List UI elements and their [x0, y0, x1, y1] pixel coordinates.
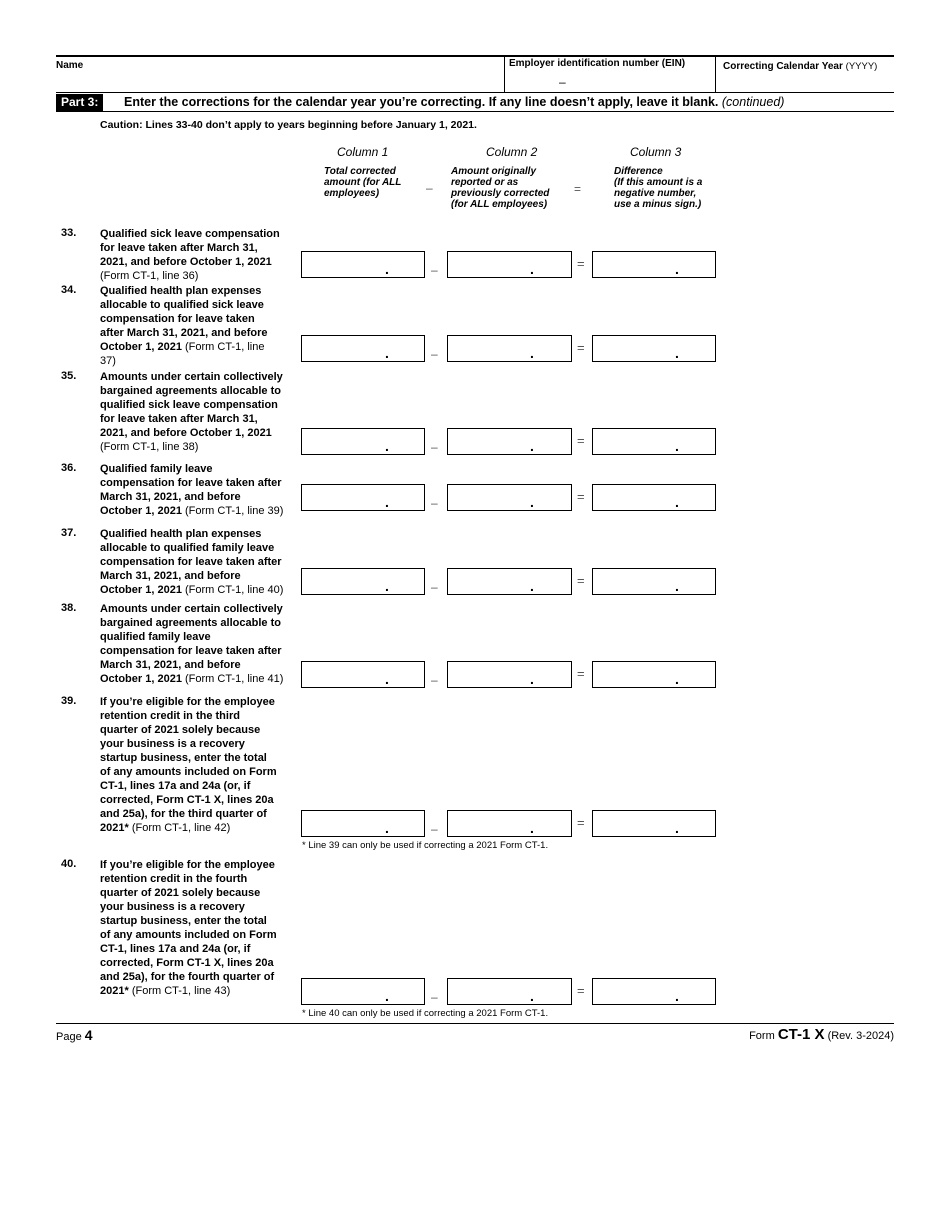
line-description-bold: CT-1, lines 17a and 24a (or, if: [100, 943, 251, 955]
decimal-point: .: [675, 671, 679, 687]
decimal-point: .: [385, 261, 389, 277]
minus-operator: –: [431, 440, 438, 454]
line-description-row: [100, 858, 302, 872]
decimal-point: .: [675, 261, 679, 277]
line-description: [100, 284, 302, 368]
header-divider-1: [504, 57, 505, 93]
line-description-bold: 2021*: [100, 985, 129, 997]
line-description-bold: startup business, enter the total: [100, 915, 267, 927]
line-description-bold: allocable to qualified family leave: [100, 542, 275, 554]
equals-operator: =: [577, 573, 585, 588]
line-description-row: [100, 709, 302, 723]
line-description-row: [100, 340, 302, 354]
line-description-row: [100, 672, 302, 686]
top-rule: [56, 55, 894, 57]
line-description-row: [100, 569, 302, 583]
column-3-desc-line: (If this amount is a: [614, 177, 703, 188]
line-description-row: [100, 970, 302, 984]
amount-field-column-1[interactable]: [301, 661, 425, 688]
line-description-bold: compensation for leave taken after: [100, 556, 282, 568]
line-description-bold: of any amounts included on Form: [100, 929, 277, 941]
line-description-bold: quarter of 2021 solely because: [100, 887, 261, 899]
line-description: [100, 695, 302, 835]
form-prefix: Form: [749, 1030, 775, 1042]
line-description-bold: your business is a recovery: [100, 901, 245, 913]
amount-field-column-3[interactable]: [592, 978, 716, 1005]
line-description-row: [100, 886, 302, 900]
amount-field-column-2[interactable]: [447, 484, 572, 511]
column-2-desc-line: (for ALL employees): [451, 199, 548, 210]
footer-rule: [56, 1023, 894, 1024]
line-description-row: [100, 284, 302, 298]
line-description-bold: October 1, 2021: [100, 505, 182, 517]
line-description-row: [100, 527, 302, 541]
line-description-bold: compensation for leave taken after: [100, 477, 282, 489]
line-description-bold: and 25a), for the fourth quarter of: [100, 971, 275, 983]
decimal-point: .: [675, 988, 679, 1004]
line-description-bold: for leave taken after March 31,: [100, 242, 258, 254]
line-description: [100, 370, 302, 454]
part-title: [124, 94, 784, 110]
decimal-point: .: [385, 494, 389, 510]
column-2-desc-line: reported or as: [451, 177, 519, 188]
amount-field-column-2[interactable]: [447, 568, 572, 595]
line-number: 33.: [61, 227, 77, 239]
caution-text: Caution: Lines 33-40 don’t apply to years beginning before January 1, 2021.: [100, 119, 477, 131]
column-1-desc-line: Total corrected: [324, 166, 396, 177]
line-description-row: [100, 583, 302, 597]
line-description-bold: 2021, and before October 1, 2021: [100, 427, 272, 439]
line-description-row: [100, 312, 302, 326]
column-3-title: Column 3: [630, 145, 682, 159]
decimal-point: .: [530, 345, 534, 361]
line-description-bold: If you’re eligible for the employee: [100, 859, 275, 871]
column-3-desc-line: use a minus sign.): [614, 199, 702, 210]
line-description-bold: bargained agreements allocable to: [100, 617, 281, 629]
line-description-bold: Amounts under certain collectively: [100, 603, 283, 615]
year-label-text: Correcting Calendar Year: [723, 61, 843, 72]
header-divider-2: [715, 57, 716, 93]
decimal-point: .: [675, 578, 679, 594]
line-description-bold: qualified sick leave compensation: [100, 399, 278, 411]
line-description-bold: and 25a), for the third quarter of: [100, 808, 267, 820]
line-description-bold: bargained agreements allocable to: [100, 385, 281, 397]
part-tag: Part 3:: [56, 94, 103, 111]
form-name: CT-1 X: [777, 1026, 825, 1043]
line-footnote: * Line 39 can only be used if correcting a 2021 Form CT-1.: [302, 840, 549, 851]
column-2-title: Column 2: [486, 145, 538, 159]
line-description-bold: allocable to qualified sick leave: [100, 299, 264, 311]
line-description-row: [100, 476, 302, 490]
decimal-point: .: [530, 578, 534, 594]
minus-operator: –: [431, 673, 438, 687]
line-description-row: [100, 779, 302, 793]
line-description-row: [100, 384, 302, 398]
line-description-row: [100, 326, 302, 340]
line-description-row: [100, 765, 302, 779]
line-description-bold: CT-1, lines 17a and 24a (or, if: [100, 780, 251, 792]
line-description-row: [100, 602, 302, 616]
line-description-bold: Qualified family leave: [100, 463, 213, 475]
equals-operator: =: [577, 256, 585, 271]
amount-field-column-1[interactable]: [301, 251, 425, 278]
line-description-row: [100, 241, 302, 255]
decimal-point: .: [675, 494, 679, 510]
decimal-point: .: [385, 438, 389, 454]
amount-field-column-1[interactable]: [301, 978, 425, 1005]
line-description-row: [100, 541, 302, 555]
decimal-point: .: [385, 578, 389, 594]
line-description-bold: qualified family leave: [100, 631, 211, 643]
line-description-row: [100, 370, 302, 384]
line-description-row: [100, 914, 302, 928]
line-description-row: [100, 504, 302, 518]
line-description-ref: (Form CT-1, line 41): [181, 673, 284, 685]
amount-field-column-3[interactable]: [592, 251, 716, 278]
line-description-ref: 37): [100, 355, 116, 367]
line-description-bold: 2021, and before October 1, 2021: [100, 256, 272, 268]
line-description-row: [100, 928, 302, 942]
amount-field-column-2[interactable]: [447, 978, 572, 1005]
part-title-text: Enter the corrections for the calendar year you’re correcting. If any line doesn’t apply, leave it blank.: [124, 95, 719, 109]
line-description-bold: corrected, Form CT-1 X, lines 20a: [100, 957, 274, 969]
amount-field-column-1[interactable]: [301, 484, 425, 511]
line-number: 35.: [61, 370, 77, 382]
part-3-header: [56, 93, 894, 111]
line-description-row: [100, 298, 302, 312]
minus-operator: –: [431, 263, 438, 277]
line-description-bold: compensation for leave taken after: [100, 645, 282, 657]
line-description-bold: for leave taken after March 31,: [100, 413, 258, 425]
line-description-row: [100, 900, 302, 914]
column-1-desc: [324, 166, 401, 199]
amount-field-column-2[interactable]: [447, 661, 572, 688]
line-description-row: [100, 412, 302, 426]
column-1-desc-line: amount (for ALL: [324, 177, 402, 188]
minus-operator: –: [431, 580, 438, 594]
line-number: 40.: [61, 858, 77, 870]
amount-field-column-2[interactable]: [447, 428, 572, 455]
line-description: [100, 527, 302, 597]
part-bottom-rule: [56, 111, 894, 112]
line-description-bold: October 1, 2021: [100, 341, 182, 353]
amount-field-column-3[interactable]: [592, 568, 716, 595]
amount-field-column-2[interactable]: [447, 335, 572, 362]
line-description-bold: retention credit in the third: [100, 710, 240, 722]
page-prefix: Page: [56, 1031, 82, 1043]
line-description-ref: (Form CT-1, line 42): [128, 822, 231, 834]
column-3-desc-line: negative number,: [614, 188, 697, 199]
decimal-point: .: [385, 345, 389, 361]
column-1-title: Column 1: [337, 145, 389, 159]
line-description-bold: corrected, Form CT-1 X, lines 20a: [100, 794, 274, 806]
column-minus-operator: –: [426, 181, 433, 195]
line-number: 36.: [61, 462, 77, 474]
line-number: 38.: [61, 602, 77, 614]
amount-field-column-3[interactable]: [592, 484, 716, 511]
line-description-row: [100, 723, 302, 737]
line-description-bold: If you’re eligible for the employee: [100, 696, 275, 708]
column-2-desc-line: previously corrected: [451, 188, 550, 199]
line-description-bold: of any amounts included on Form: [100, 766, 277, 778]
year-hint: (YYYY): [845, 61, 878, 72]
line-description-row: [100, 490, 302, 504]
column-1-desc-line: employees): [324, 188, 380, 199]
page-number: [56, 1027, 93, 1043]
decimal-point: .: [530, 820, 534, 836]
amount-field-column-1[interactable]: [301, 568, 425, 595]
column-equals-operator: =: [574, 182, 582, 196]
line-description: [100, 227, 302, 283]
line-description-row: [100, 462, 302, 476]
equals-operator: =: [577, 340, 585, 355]
line-description-row: [100, 644, 302, 658]
line-description-row: [100, 555, 302, 569]
amount-field-column-3[interactable]: [592, 428, 716, 455]
decimal-point: .: [530, 988, 534, 1004]
line-description-bold: March 31, 2021, and before: [100, 570, 241, 582]
decimal-point: .: [385, 988, 389, 1004]
line-description-ref: (Form CT-1, line 39): [181, 505, 284, 517]
line-description-row: [100, 630, 302, 644]
page-num: 4: [84, 1027, 93, 1043]
equals-operator: =: [577, 815, 585, 830]
amount-field-column-1[interactable]: [301, 810, 425, 837]
decimal-point: .: [530, 261, 534, 277]
column-2-desc: [451, 166, 549, 210]
equals-operator: =: [577, 983, 585, 998]
line-description-row: [100, 255, 302, 269]
minus-operator: –: [431, 496, 438, 510]
line-description-row: [100, 616, 302, 630]
line-description: [100, 462, 302, 518]
amount-field-column-3[interactable]: [592, 810, 716, 837]
amount-field-column-2[interactable]: [447, 251, 572, 278]
line-description-row: [100, 658, 302, 672]
line-description-bold: your business is a recovery: [100, 738, 245, 750]
line-description-ref: (Form CT-1, line 36): [100, 270, 199, 282]
form-rev: (Rev. 3-2024): [827, 1030, 894, 1042]
line-description-bold: startup business, enter the total: [100, 752, 267, 764]
equals-operator: =: [577, 666, 585, 681]
column-2-desc-line: Amount originally: [451, 166, 536, 177]
line-description-row: [100, 695, 302, 709]
line-description-bold: Qualified sick leave compensation: [100, 228, 280, 240]
line-description-bold: March 31, 2021, and before: [100, 491, 241, 503]
line-description-row: [100, 227, 302, 241]
decimal-point: .: [385, 820, 389, 836]
line-description-ref: (Form CT-1, line 40): [181, 584, 284, 596]
decimal-point: .: [530, 671, 534, 687]
line-description-row: [100, 398, 302, 412]
line-description-bold: quarter of 2021 solely because: [100, 724, 261, 736]
line-description-ref: (Form CT-1, line 43): [128, 985, 231, 997]
amount-field-column-1[interactable]: [301, 428, 425, 455]
line-description-row: [100, 807, 302, 821]
line-description: [100, 858, 302, 998]
line-description-bold: after March 31, 2021, and before: [100, 327, 268, 339]
ein-dash: –: [559, 75, 566, 89]
form-id: [749, 1026, 894, 1043]
line-description-ref: (Form CT-1, line 38): [100, 441, 199, 453]
line-description-row: [100, 942, 302, 956]
equals-operator: =: [577, 433, 585, 448]
amount-field-column-3[interactable]: [592, 661, 716, 688]
line-number: 39.: [61, 695, 77, 707]
line-description-bold: Qualified health plan expenses: [100, 528, 262, 540]
decimal-point: .: [675, 438, 679, 454]
amount-field-column-3[interactable]: [592, 335, 716, 362]
line-description-bold: Amounts under certain collectively: [100, 371, 283, 383]
part-continued: (continued): [721, 95, 785, 109]
amount-field-column-1[interactable]: [301, 335, 425, 362]
decimal-point: .: [675, 820, 679, 836]
line-description-row: [100, 956, 302, 970]
column-3-desc: [614, 166, 702, 210]
ein-label: Employer identification number (EIN): [509, 58, 686, 69]
minus-operator: –: [431, 990, 438, 1004]
line-description-bold: March 31, 2021, and before: [100, 659, 241, 671]
line-description-row: [100, 872, 302, 886]
line-description-bold: October 1, 2021: [100, 673, 182, 685]
line-description-row: [100, 821, 302, 835]
line-description-row: [100, 426, 302, 440]
decimal-point: .: [530, 494, 534, 510]
minus-operator: –: [431, 822, 438, 836]
line-description-bold: October 1, 2021: [100, 584, 182, 596]
amount-field-column-2[interactable]: [447, 810, 572, 837]
decimal-point: .: [675, 345, 679, 361]
line-number: 37.: [61, 527, 77, 539]
line-description-row: [100, 984, 302, 998]
decimal-point: .: [530, 438, 534, 454]
line-description-bold: 2021*: [100, 822, 129, 834]
line-description-bold: compensation for leave taken: [100, 313, 255, 325]
minus-operator: –: [431, 347, 438, 361]
equals-operator: =: [577, 489, 585, 504]
line-description: [100, 602, 302, 686]
line-number: 34.: [61, 284, 77, 296]
line-description-row: [100, 737, 302, 751]
line-footnote: * Line 40 can only be used if correcting a 2021 Form CT-1.: [302, 1008, 549, 1019]
line-description-row: [100, 793, 302, 807]
line-description-row: [100, 751, 302, 765]
column-3-desc-line: Difference: [614, 166, 663, 177]
name-label: Name: [56, 60, 84, 71]
decimal-point: .: [385, 671, 389, 687]
line-description-ref: (Form CT-1, line: [181, 341, 265, 353]
year-label: [723, 61, 877, 72]
line-description-bold: retention credit in the fourth: [100, 873, 248, 885]
line-description-bold: Qualified health plan expenses: [100, 285, 262, 297]
